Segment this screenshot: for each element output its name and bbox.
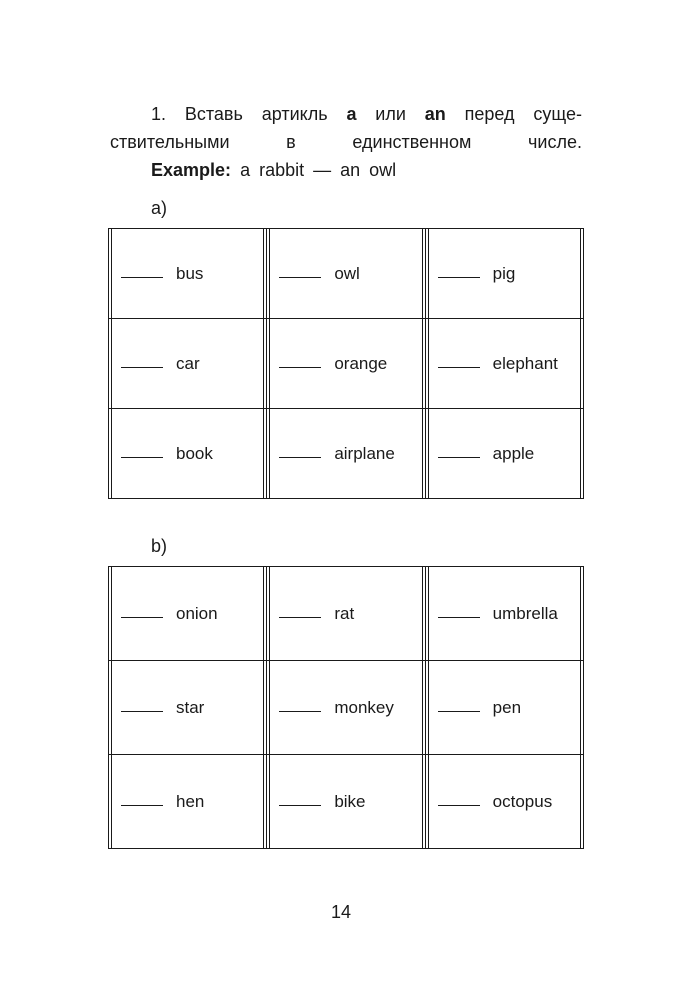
word: orange — [334, 353, 388, 373]
answer-blank[interactable] — [438, 805, 480, 806]
answer-blank[interactable] — [438, 367, 480, 368]
word: rat — [334, 603, 355, 623]
word-cell — [267, 319, 425, 409]
answer-blank[interactable] — [279, 457, 321, 458]
answer-blank[interactable] — [438, 711, 480, 712]
section-b-table — [108, 566, 584, 849]
example-label: Example: — [151, 160, 232, 180]
answer-blank[interactable] — [121, 277, 163, 278]
word-cell — [109, 319, 267, 409]
answer-blank[interactable] — [121, 617, 163, 618]
word-cell — [425, 755, 583, 849]
answer-blank[interactable] — [121, 711, 163, 712]
page-number: 14 — [330, 902, 352, 922]
section-b-label: b) — [151, 536, 168, 556]
word-cell — [267, 409, 425, 499]
word: car — [176, 353, 200, 373]
word-cell — [267, 661, 425, 755]
answer-blank[interactable] — [279, 617, 321, 618]
word: elephant — [492, 353, 558, 373]
answer-blank[interactable] — [438, 617, 480, 618]
word: book — [176, 443, 213, 463]
word-cell — [425, 229, 583, 319]
table-row — [109, 755, 584, 849]
article-an: an — [424, 104, 446, 124]
or-word: или — [375, 104, 406, 124]
answer-blank[interactable] — [121, 367, 163, 368]
answer-blank[interactable] — [121, 457, 163, 458]
word: pen — [492, 697, 522, 717]
example-line — [110, 156, 582, 184]
answer-blank[interactable] — [279, 367, 321, 368]
exercise-number: 1. — [151, 104, 167, 124]
article-a: a — [346, 104, 357, 124]
word: bus — [176, 263, 204, 283]
table-row — [109, 319, 584, 409]
word: bike — [334, 791, 366, 811]
answer-blank[interactable] — [279, 805, 321, 806]
word: hen — [176, 791, 205, 811]
word-cell — [109, 755, 267, 849]
word-cell — [109, 409, 267, 499]
word-cell — [267, 229, 425, 319]
word: umbrella — [492, 603, 558, 623]
table-row — [109, 409, 584, 499]
word: monkey — [334, 697, 394, 717]
word-cell — [109, 229, 267, 319]
word: airplane — [334, 443, 395, 463]
word-cell — [267, 567, 425, 661]
instruction-text-pre: Вставь артикль — [184, 104, 328, 124]
word-cell — [425, 319, 583, 409]
word-cell — [109, 567, 267, 661]
instruction-line-2: ствительными в единственном числе. — [110, 132, 582, 152]
word: star — [176, 697, 205, 717]
word: octopus — [492, 791, 553, 811]
word-cell — [267, 755, 425, 849]
exercise-instruction — [110, 100, 582, 184]
answer-blank[interactable] — [279, 711, 321, 712]
word: pig — [492, 263, 516, 283]
table-row — [109, 229, 584, 319]
word: apple — [492, 443, 535, 463]
word: owl — [334, 263, 360, 283]
section-a-label: a) — [151, 198, 168, 218]
word: onion — [176, 603, 218, 623]
word-cell — [425, 567, 583, 661]
table-row — [109, 567, 584, 661]
example-text: a rabbit — an owl — [240, 160, 397, 180]
word-cell — [425, 661, 583, 755]
answer-blank[interactable] — [438, 457, 480, 458]
word-cell — [109, 661, 267, 755]
table-row — [109, 661, 584, 755]
instruction-line-1 — [110, 100, 582, 128]
section-a-table — [108, 228, 584, 499]
word-cell — [425, 409, 583, 499]
answer-blank[interactable] — [121, 805, 163, 806]
instruction-text-post: перед суще- — [464, 104, 582, 124]
answer-blank[interactable] — [279, 277, 321, 278]
answer-blank[interactable] — [438, 277, 480, 278]
